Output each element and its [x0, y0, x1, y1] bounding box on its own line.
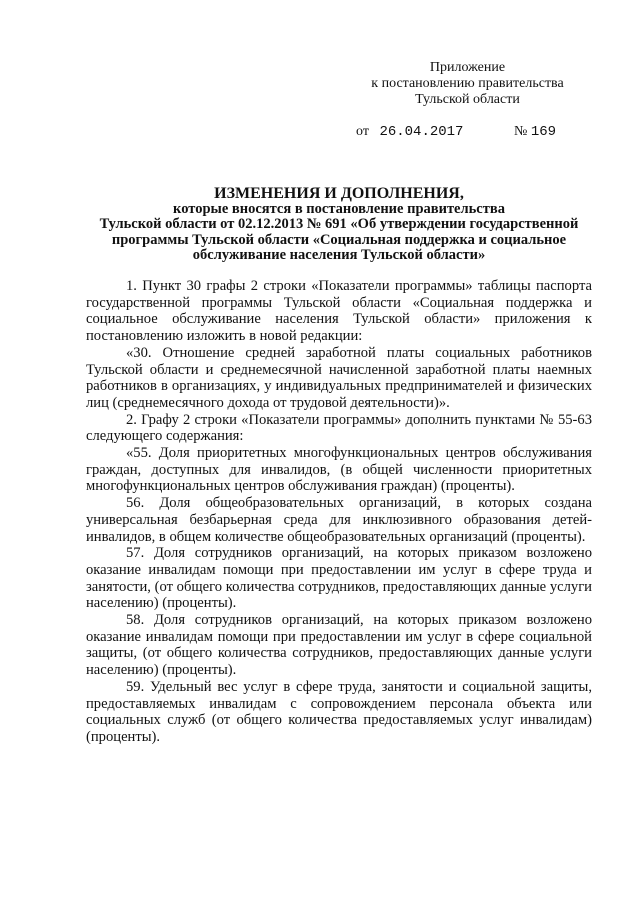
title-line-1: ИЗМЕНЕНИЯ И ДОПОЛНЕНИЯ, [214, 185, 464, 202]
appendix-header [340, 60, 595, 108]
paragraph-5: 56. Доля общеобразовательных организаций, в которых создана универсальная безбарьерная среда для инклюзивного образования детей-инвалидов, в общем количестве общеобразовательных организаций (проценты). [86, 495, 592, 545]
title-line-4: программы Тульской области «Социальная поддержка и социальное [111, 231, 567, 248]
title-line-2: которые вносятся в постановление правительства [173, 200, 505, 217]
document-number-block [514, 124, 556, 140]
paragraph-3: 2. Графу 2 строки «Показатели программы» дополнить пунктами № 55-63 следующего содержания: [86, 411, 592, 445]
document-title [86, 186, 592, 264]
date-prefix: от [356, 124, 369, 139]
paragraph-2: «30. Отношение средней заработной платы социальных работников Тульской области и среднемесячной начисленной заработной платы наемных работников в организациях, у индивидуальных предпринимателей и физических лиц (среднемесячного дохода от трудовой деятельности)». [86, 344, 592, 411]
title-line-5: обслуживание населения Тульской области» [192, 247, 486, 263]
paragraph-6: 57. Доля сотрудников организаций, на которых приказом возложено оказание инвалидам помощи при предоставлении им услуг в сфере труда и занятости, (от общего количества сотрудников, предоставляющих данные услуги населению) (проценты). [86, 545, 592, 612]
paragraph-4: «55. Доля приоритетных многофункциональных центров обслуживания граждан, доступных для инвалидов, (в общей численности приоритетных многофункциональных центров обслуживания граждан) (проценты). [86, 445, 592, 495]
appendix-region: Тульской области [415, 92, 520, 107]
paragraph-8: 59. Удельный вес услуг в сфере труда, занятости и социальной защиты, предоставляемых инвалидам с сопровождением персонала объекта или социальных служб (от общего количества предоставляемых услуг инвалидам) (проценты). [86, 678, 592, 745]
title-line-3: Тульской области от 02.12.2013 № 691 «Об утверждении государственной [99, 216, 579, 232]
date-number-line [356, 124, 596, 140]
paragraph-1: 1. Пункт 30 графы 2 строки «Показатели программы» таблицы паспорта государственной программы Тульской области «Социальная поддержка и социальное обслуживание населения Тульской области» приложения к постановлению изложить в новой редакции: [86, 278, 592, 345]
number-prefix: № [514, 124, 528, 139]
document-body [86, 278, 592, 746]
paragraph-7: 58. Доля сотрудников организаций, на которых приказом возложено оказание инвалидам помощи при предоставлении им услуг в сфере социальной защиты, (от общего количества сотрудников, предоставляющих данные услуги населению) (проценты). [86, 612, 592, 679]
appendix-label: Приложение [429, 60, 506, 75]
appendix-ref: к постановлению правительства [371, 76, 564, 91]
document-date: 26.04.2017 [379, 124, 464, 140]
document-number: 169 [530, 124, 557, 140]
